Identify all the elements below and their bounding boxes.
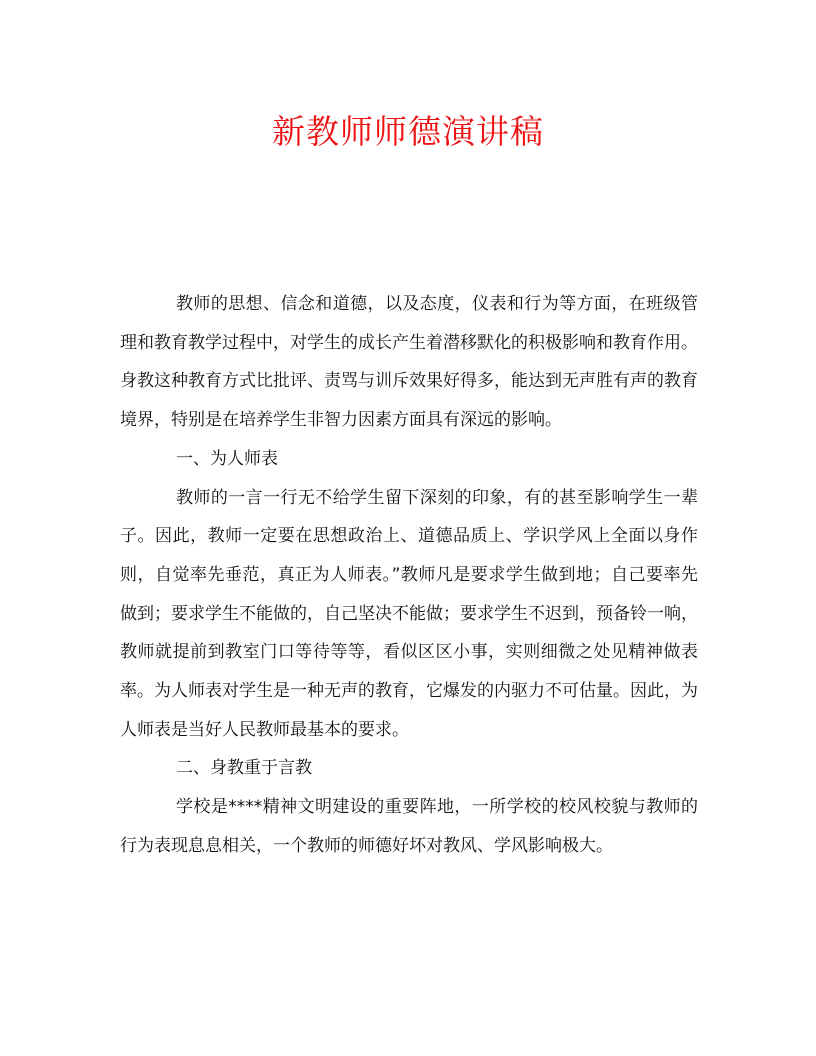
body-paragraph: 学校是****精神文明建设的重要阵地，一所学校的校风校貌与教师的行为表现息息相关，一个教师的师德好坏对教风、学风影响极大。 [120,797,698,856]
section-heading: 一、为人师表 [176,448,278,469]
document-title: 新教师师德演讲稿 [272,112,544,151]
document-body [120,285,698,866]
body-paragraph: 教师的思想、信念和道德，以及态度，仪表和行为等方面，在班级管理和教育教学过程中，对学生的成长产生着潜移默化的积极影响和教育作用。身教这种教育方式比批评、责骂与训斥效果好得多，能达到无声胜有声的教育境界，特别是在培养学生非智力因素方面具有深远的影响。 [120,294,698,431]
body-paragraph: 教师的一言一行无不给学生留下深刻的印象，有的甚至影响学生一辈子。因此，教师一定要在思想政治上、道德品质上、学识学风上全面以身作则，自觉率先垂范，真正为人师表。”教师凡是要求学生做到地；自己要率先做到；要求学生不能做的，自己坚决不能做；要求学生不迟到，预备铃一响，教师就提前到教室门口等待等等，看似区区小事，实则细微之处见精神做表率。为人师表对学生是一种无声的教育，它爆发的内驱力不可估量。因此，为人师表是当好人民教师最基本的要求。 [120,487,698,740]
section-heading: 二、身教重于言教 [176,758,312,779]
